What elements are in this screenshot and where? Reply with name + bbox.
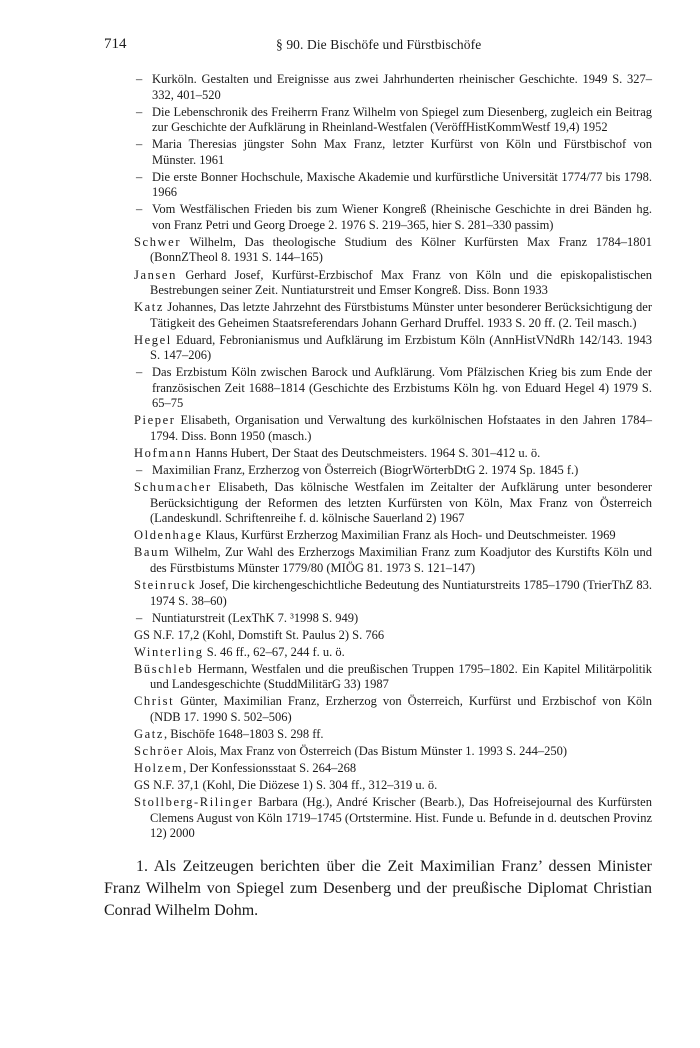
entry-text: , Bischöfe 1648–1803 S. 298 ff. xyxy=(164,727,324,742)
bibliography-entry xyxy=(134,446,652,462)
running-head: § 90. Die Bischöfe und Fürstbischöfe xyxy=(276,37,482,52)
bibliography-entry xyxy=(134,72,652,103)
continuation-dash: – xyxy=(136,365,143,380)
bibliography-entry xyxy=(134,463,652,479)
bibliography-entry xyxy=(134,611,652,627)
entry-text: Die erste Bonner Hochschule, Maxische Akademie und kurfürstliche Universität 1774/77 bis 1798. 1966 xyxy=(152,169,652,200)
entry-author: Hegel xyxy=(134,332,172,347)
entry-author: Oldenhage xyxy=(134,528,203,543)
entry-text: Josef, Die kirchengeschichtliche Bedeutung des Nuntiaturstreits 1785–1790 (TrierThZ 83. 1974 S. 38–60) xyxy=(150,578,652,608)
entry-author: Pieper xyxy=(134,413,176,428)
entry-author: Gatz xyxy=(134,727,164,742)
entry-text: GS N.F. 37,1 (Kohl, Die Diözese 1) S. 304 ff., 312–319 u. ö. xyxy=(134,778,438,793)
entry-text: Günter, Maximilian Franz, Erzherzog von Österreich, Kurfürst und Erzbischof von Köln (NDB 17. 1990 S. 502–506) xyxy=(150,694,652,724)
entry-text: Gerhard Josef, Kurfürst-Erzbischof Max Franz von Köln und die episkopalistischen Bestrebungen seiner Zeit. Nuntiaturstreit und Emser Kongreß. Diss. Bonn 1933 xyxy=(150,267,652,298)
bibliography-entry xyxy=(134,268,652,299)
entry-text: Elisabeth, Organisation und Verwaltung des kurkölnischen Hofstaates in den Jahren 1784–1794. Diss. Bonn 1950 (masch.) xyxy=(150,413,652,443)
entry-text: Das Erzbistum Köln zwischen Barock und Aufklärung. Vom Pfälzischen Krieg bis zum Ende der französischen Zeit 1688–1814 (Geschichte des Erzbistums Köln hg. von Eduard Hegel 4) 1979 S. 65–75 xyxy=(152,365,652,411)
entry-text: GS N.F. 17,2 (Kohl, Domstift St. Paulus 2) S. 766 xyxy=(134,627,385,642)
entry-text: Barbara (Hg.), André Krischer (Bearb.), Das Hofreisejournal des Kurfürsten Clemens August von Köln 1719–1745 (Ortstermine. Hist. Funde u. Befunde in d. deutschen Provinz 12) 2000 xyxy=(150,795,652,841)
entry-text: Die Lebenschronik des Freiherrn Franz Wilhelm von Spiegel zum Diesenberg, zugleich ein Beitrag zur Geschichte der Aufklärung in Rheinland-Westfalen (VeröffHistKommWestf 19,4) 1952 xyxy=(152,104,652,135)
body-paragraph: 1. Als Zeitzeugen berichten über die Zeit Maximilian Franz’ dessen Minister Franz Wilhelm von Spiegel zum Desenberg und der preußische Diplomat Christian Conrad Wilhelm Dohm. xyxy=(104,858,652,919)
entry-author: Baum xyxy=(134,545,171,560)
entry-text: Wilhelm, Das theologische Studium des Kölner Kurfürsten Max Franz 1784–1801 (BonnZTheol 8. 1931 S. 144–165) xyxy=(150,234,652,265)
entry-author: Büschleb xyxy=(134,661,194,676)
bibliography-entry xyxy=(134,170,652,201)
entry-text: S. 46 ff., 62–67, 244 f. u. ö. xyxy=(203,644,345,659)
entry-author: Christ xyxy=(134,694,175,709)
bibliography-entry xyxy=(134,795,652,842)
continuation-dash: – xyxy=(136,202,143,217)
bibliography-entry xyxy=(134,528,652,544)
continuation-dash: – xyxy=(136,104,143,119)
bibliography-entry xyxy=(134,300,652,331)
page-number: 714 xyxy=(104,36,127,52)
continuation-dash: – xyxy=(136,137,143,152)
continuation-dash: – xyxy=(136,169,143,184)
entry-text: Hanns Hubert, Der Staat des Deutschmeisters. 1964 S. 301–412 u. ö. xyxy=(192,446,541,461)
bibliography-entry xyxy=(134,727,652,743)
bibliography-entry xyxy=(134,578,652,609)
bibliography-entry xyxy=(134,694,652,725)
entry-author: Schumacher xyxy=(134,480,212,495)
entry-text: , Der Konfessionsstaat S. 264–268 xyxy=(183,761,357,776)
continuation-dash: – xyxy=(136,610,143,625)
entry-text: Hermann, Westfalen und die preußischen Truppen 1795–1802. Ein Kapitel Militärpolitik und Landesgeschichte (StuddMilitärG 33) 1987 xyxy=(150,661,652,692)
bibliography-entry xyxy=(134,413,652,444)
entry-author: Katz xyxy=(134,300,164,315)
entry-author: Winterling xyxy=(134,644,204,659)
entry-text: Klaus, Kurfürst Erzherzog Maximilian Franz als Hoch- und Deutschmeister. 1969 xyxy=(202,528,616,543)
bibliography-list xyxy=(134,72,652,844)
entry-text: Kurköln. Gestalten und Ereignisse aus zwei Jahrhunderten rheinischer Geschichte. 1949 S. 327–332, 401–520 xyxy=(152,72,652,102)
bibliography-entry xyxy=(134,333,652,364)
entry-author: Schröer xyxy=(134,744,185,759)
entry-text: Eduard, Febronianismus und Aufklärung im Erzbistum Köln (AnnHistVNdRh 142/143. 1943 S. 147–206) xyxy=(150,332,652,363)
bibliography-entry xyxy=(134,628,652,644)
entry-text: Elisabeth, Das kölnische Westfalen im Zeitalter der Aufklärung unter besonderer Berücksichtigung der Reformen des letzten Kurfürsten von Köln, Max Franz von Österreich (Landeskundl. Schriftenreihe f. d. kölnische Sauerland 2) 1967 xyxy=(150,480,652,526)
bibliography-entry xyxy=(134,202,652,233)
bibliography-entry xyxy=(134,645,652,661)
bibliography-entry xyxy=(134,365,652,412)
entry-author: Holzem xyxy=(134,761,184,776)
bibliography-entry xyxy=(134,662,652,693)
bibliography-entry xyxy=(134,545,652,576)
continuation-dash: – xyxy=(136,72,143,86)
bibliography-entry xyxy=(134,137,652,168)
bibliography-entry xyxy=(134,744,652,760)
entry-author: Stollberg-Rilinger xyxy=(134,795,254,810)
entry-text: Maximilian Franz, Erzherzog von Österreich (BiogrWörterbDtG 2. 1974 Sp. 1845 f.) xyxy=(152,463,579,478)
bibliography-entry xyxy=(134,235,652,266)
entry-text: Maria Theresias jüngster Sohn Max Franz, letzter Kurfürst von Köln und Fürstbischof von Münster. 1961 xyxy=(152,137,652,167)
entry-author: Steinruck xyxy=(134,578,197,592)
bibliography-entry xyxy=(134,105,652,136)
bibliography-entry xyxy=(134,480,652,527)
entry-text: Johannes, Das letzte Jahrzehnt des Fürstbistums Münster unter besonderer Berücksichtigung der Tätigkeit des Geheimen Staatsreferendars Johann Gerhard Druffel. 1933 S. 20 ff. (2. Teil masch.) xyxy=(150,300,652,330)
entry-author: Hofmann xyxy=(134,446,193,461)
entry-text: Vom Westfälischen Frieden bis zum Wiener Kongreß (Rheinische Geschichte in drei Bänden hg. von Franz Petri und Georg Droege 2. 1976 S. 219–365, hier S. 281–330 passim) xyxy=(152,202,652,232)
entry-text: Nuntiaturstreit (LexThK 7. ³1998 S. 949) xyxy=(152,610,359,625)
entry-author: Schwer xyxy=(134,234,182,249)
entry-author: Jansen xyxy=(134,267,177,282)
entry-text: Alois, Max Franz von Österreich (Das Bistum Münster 1. 1993 S. 244–250) xyxy=(184,744,568,759)
entry-text: Wilhelm, Zur Wahl des Erzherzogs Maximilian Franz zum Koadjutor des Kurstifts Köln und des Fürstbistums Münster 1779/80 (MIÖG 81. 1973 S. 121–147) xyxy=(150,545,652,575)
bibliography-entry xyxy=(134,778,652,794)
continuation-dash: – xyxy=(136,463,143,478)
bibliography-entry xyxy=(134,761,652,777)
